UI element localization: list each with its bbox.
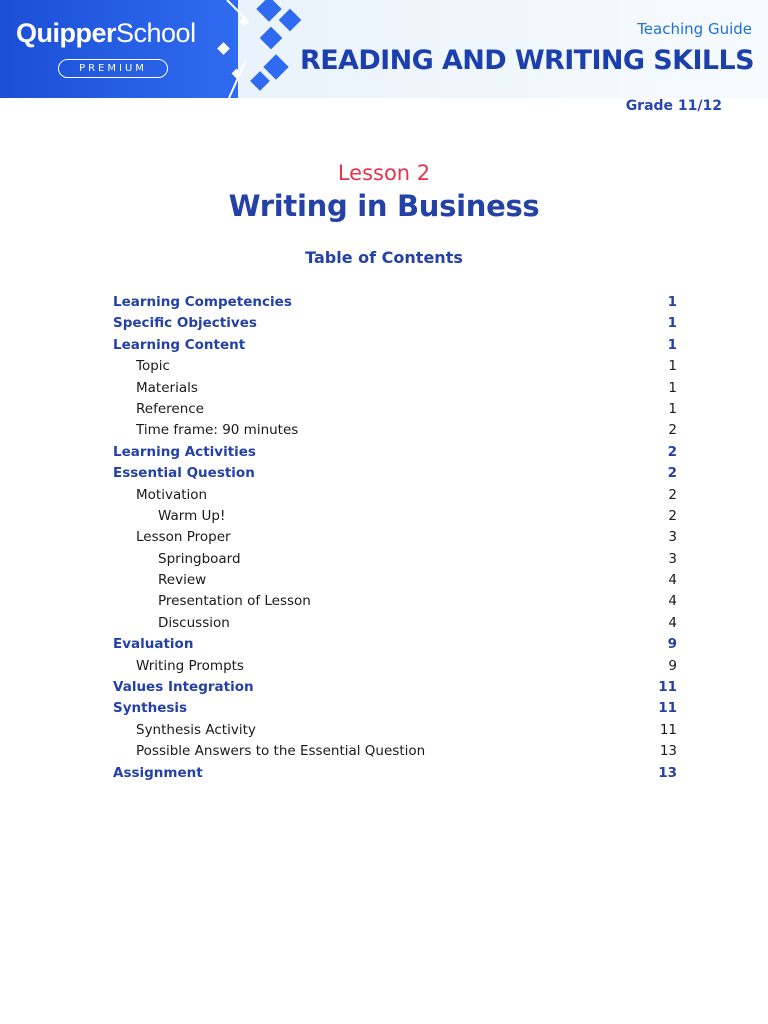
toc-entry[interactable] (0, 292, 768, 313)
toc-entry-label: Springboard (158, 550, 241, 567)
toc-entry-page: 13 (658, 764, 677, 781)
toc-entry-page: 3 (668, 529, 677, 546)
toc-entry[interactable] (0, 399, 768, 420)
toc-entry[interactable] (0, 335, 768, 356)
toc-entry-page: 1 (668, 358, 677, 375)
toc-entry-label: Motivation (136, 486, 208, 503)
toc-entry-page: 2 (667, 465, 677, 482)
toc-entry-label: Time frame: 90 minutes (136, 422, 299, 439)
toc-entry-page: 4 (668, 614, 677, 631)
toc-entry-label: Presentation of Lesson (158, 593, 311, 610)
toc-entry[interactable] (0, 420, 768, 441)
toc-entry-label: Review (158, 572, 207, 589)
premium-badge: PREMIUM (58, 59, 168, 78)
page-header (0, 0, 768, 98)
toc-entry-page: 1 (668, 379, 677, 396)
toc-entry[interactable] (0, 527, 768, 548)
lesson-number: Lesson 2 (337, 161, 431, 185)
toc-entry[interactable] (0, 485, 768, 506)
toc-entry-label: Values Integration (113, 679, 254, 696)
toc-entry-page: 2 (668, 422, 677, 439)
toc-entry-label: Writing Prompts (136, 657, 244, 674)
toc-entry-page: 11 (659, 721, 677, 738)
toc-entry[interactable] (0, 677, 768, 698)
brand-panel (0, 0, 238, 98)
brand-name-light: School (116, 18, 196, 48)
toc-entry-label: Discussion (158, 614, 230, 631)
toc-entry[interactable] (0, 378, 768, 399)
toc-entry[interactable] (0, 634, 768, 655)
toc-entry-page: 9 (667, 636, 677, 653)
toc-entry-page: 2 (668, 486, 677, 503)
toc-entry-label: Reference (136, 400, 204, 417)
toc-entry-page: 4 (668, 593, 677, 610)
toc-entry[interactable] (0, 698, 768, 719)
toc-entry[interactable] (0, 656, 768, 677)
toc-entry[interactable] (0, 763, 768, 784)
toc-entry-page: 13 (659, 743, 677, 760)
toc-entry-page: 4 (668, 572, 677, 589)
toc-entry-label: Topic (136, 358, 170, 375)
toc-entry[interactable] (0, 463, 768, 484)
toc-entry-page: 9 (668, 657, 677, 674)
toc-entry-label: Essential Question (113, 465, 255, 482)
toc-entry-page: 11 (658, 700, 677, 717)
toc-entry-label: Specific Objectives (113, 315, 257, 332)
toc-entry-page: 11 (658, 679, 677, 696)
toc-entry-page: 2 (667, 443, 677, 460)
toc-entry-page: 1 (667, 315, 677, 332)
toc-entry-label: Learning Content (113, 336, 246, 353)
toc-entry-page: 1 (667, 294, 677, 310)
toc-entry-label: Learning Competencies (113, 294, 292, 310)
toc-entry-page: 1 (668, 400, 677, 417)
toc-entry-label: Materials (136, 379, 198, 396)
toc-entry[interactable] (0, 741, 768, 762)
toc-entry-label: Evaluation (113, 636, 194, 653)
toc-entry[interactable] (0, 506, 768, 527)
toc-entry-label: Synthesis Activity (136, 721, 256, 738)
toc-entry-label: Lesson Proper (136, 529, 231, 546)
lesson-title: Writing in Business (228, 189, 540, 223)
toc-entry-label: Synthesis (113, 700, 188, 717)
subject-title: READING AND WRITING SKILLS (300, 45, 754, 76)
toc-entry[interactable] (0, 613, 768, 634)
toc-entry[interactable] (0, 591, 768, 612)
brand-logo (16, 18, 196, 49)
brand-name-bold: Quipper (16, 18, 117, 48)
toc-entry-page: 2 (668, 507, 677, 524)
guide-type-label: Teaching Guide (637, 20, 752, 38)
toc-entry-label: Learning Activities (113, 443, 256, 460)
toc-entry-label: Warm Up! (158, 507, 226, 524)
toc-entry[interactable] (0, 549, 768, 570)
grade-label: Grade 11/12 (625, 98, 722, 114)
toc-entry[interactable] (0, 720, 768, 741)
toc-entry-label: Assignment (113, 764, 203, 781)
toc-entry[interactable] (0, 570, 768, 591)
toc-entry[interactable] (0, 442, 768, 463)
toc-entry-page: 3 (668, 550, 677, 567)
toc-entry[interactable] (0, 356, 768, 377)
toc-heading: Table of Contents (305, 248, 463, 267)
toc-entry[interactable] (0, 313, 768, 334)
table-of-contents (0, 292, 768, 784)
diamond-pattern-icon (205, 0, 305, 98)
toc-entry-label: Possible Answers to the Essential Question (136, 743, 426, 760)
toc-entry-page: 1 (667, 336, 677, 353)
